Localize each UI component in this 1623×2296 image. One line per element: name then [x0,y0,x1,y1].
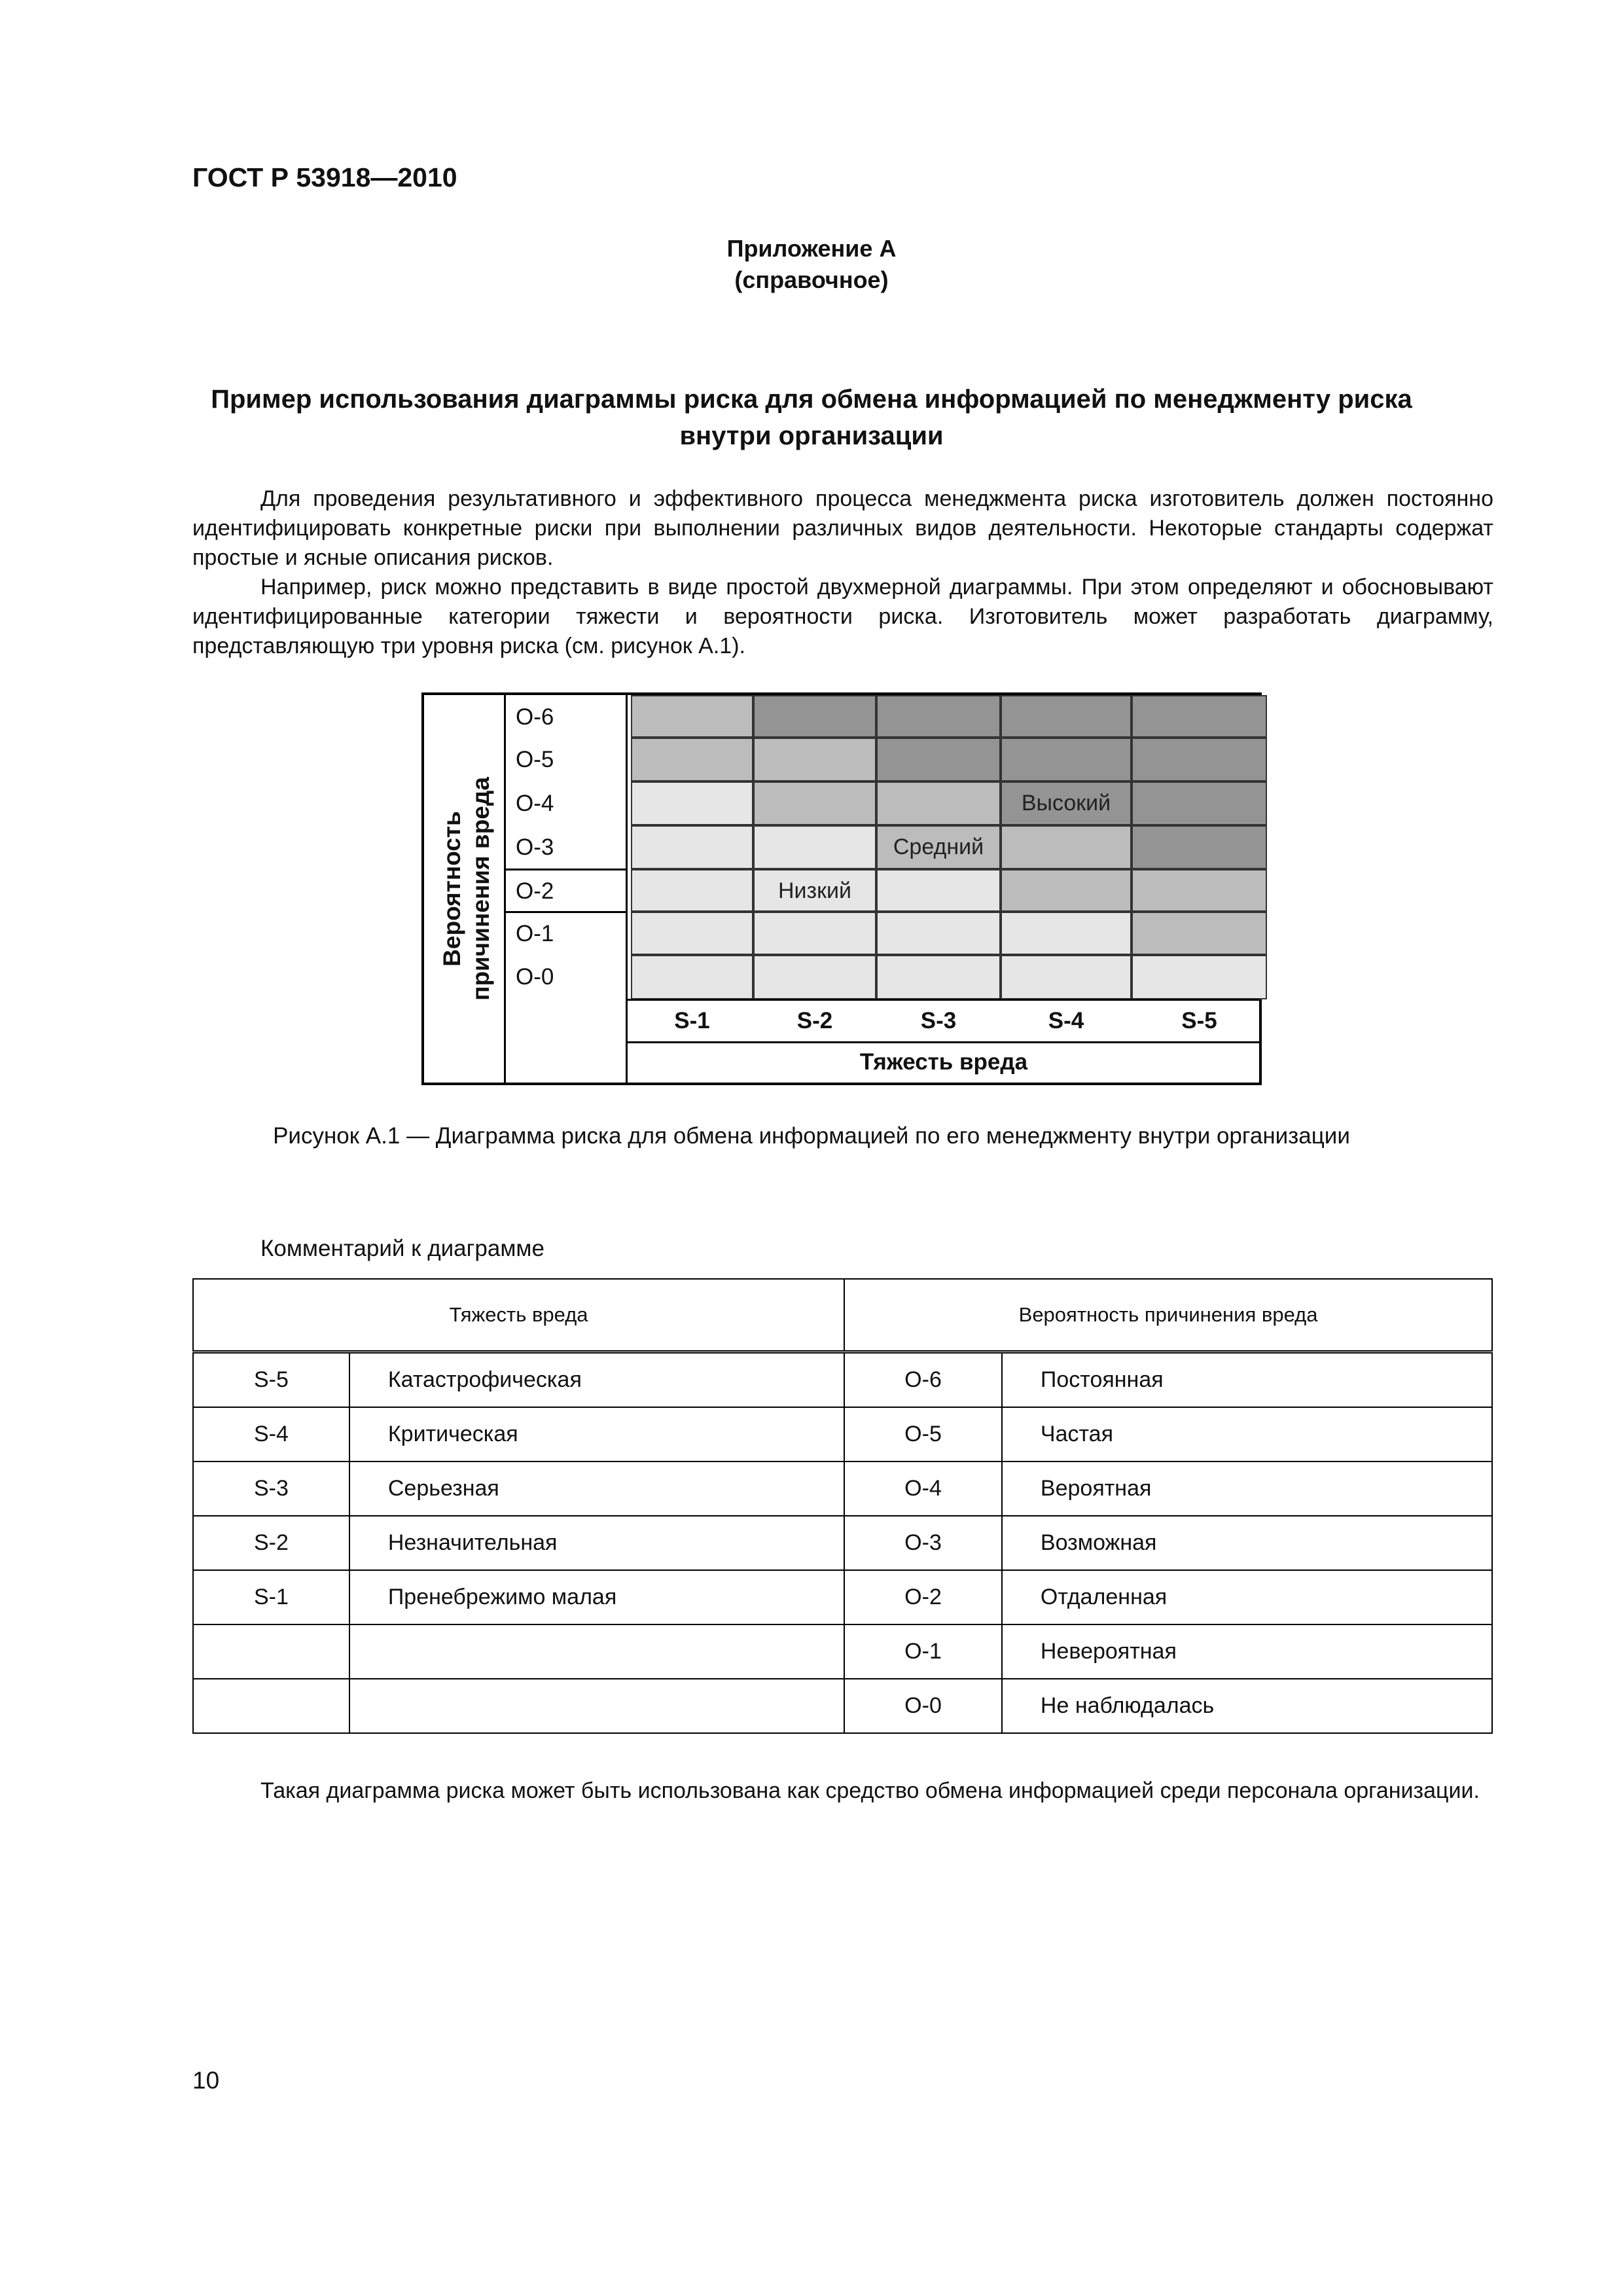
risk-cell-О-1-S-1 [631,912,753,955]
section-title [0,381,1623,454]
closing-paragraph: Такая диаграмма риска может быть использована как средство обмена информацией среди персонала организации. [260,1778,1480,1803]
row-label-О-4: О-4 [516,791,554,816]
col-label-S-4: S-4 [1048,1008,1084,1033]
risk-cell-О-4-S-2 [753,781,876,825]
severity-code [193,1679,349,1733]
col-label-S-5: S-5 [1181,1008,1217,1033]
severity-code: S-5 [193,1352,349,1408]
row-label-О-3: О-3 [516,834,554,860]
legend-row [193,1462,1492,1516]
risk-cell-О-0-S-4 [1001,955,1132,999]
risk-cell-О-5-S-4 [1001,738,1132,781]
probability-description: Невероятная [1002,1624,1492,1679]
row-label-О-6: О-6 [516,704,554,730]
risk-cell-О-5-S-1 [631,738,753,781]
probability-description: Постоянная [1002,1352,1492,1408]
severity-description: Катастрофическая [349,1352,844,1408]
col-label-S-3: S-3 [920,1008,957,1033]
risk-cell-О-6-S-3 [876,695,1001,738]
risk-cell-О-6-S-1 [631,695,753,738]
risk-cell-О-1-S-5 [1132,912,1267,955]
legend-header-severity: Тяжесть вреда [193,1279,844,1352]
risk-cell-О-3-S-2 [753,825,876,869]
severity-description [349,1624,844,1679]
risk-cell-О-4-S-3 [876,781,1001,825]
probability-description: Вероятная [1002,1462,1492,1516]
probability-code: О-6 [844,1352,1002,1408]
probability-code: О-1 [844,1624,1002,1679]
severity-description: Пренебрежимо малая [349,1570,844,1624]
annex-type: (справочное) [734,266,889,293]
legend-row [193,1352,1492,1408]
probability-code: О-3 [844,1516,1002,1570]
intro-text [192,484,1493,661]
row-label-О-2: О-2 [516,878,554,904]
risk-cell-О-5-S-2 [753,738,876,781]
risk-cell-О-6-S-5 [1132,695,1267,738]
zone-label-medium: Средний [893,834,984,859]
severity-description: Незначительная [349,1516,844,1570]
risk-cell-О-6-S-4 [1001,695,1132,738]
legend-row [193,1624,1492,1679]
risk-cell-О-2-S-5 [1132,869,1267,912]
severity-code: S-2 [193,1516,349,1570]
figure-caption: Рисунок А.1 — Диаграмма риска для обмена информацией по его менеджменту внутри организации [273,1123,1350,1149]
legend-table [192,1278,1493,1734]
risk-cell-О-5-S-5 [1132,738,1267,781]
probability-code: О-2 [844,1570,1002,1624]
probability-description: Отдаленная [1002,1570,1492,1624]
risk-cell-О-0-S-1 [631,955,753,999]
probability-code: О-0 [844,1679,1002,1733]
probability-code: О-5 [844,1407,1002,1462]
severity-description [349,1679,844,1733]
probability-description: Возможная [1002,1516,1492,1570]
legend-row [193,1570,1492,1624]
risk-cell-О-2-S-3 [876,869,1001,912]
section-title-line-2: внутри организации [679,422,944,450]
risk-cell-О-2-S-4 [1001,869,1132,912]
risk-cell-О-4-S-5 [1132,781,1267,825]
severity-code [193,1624,349,1679]
risk-cell-О-3-S-5 [1132,825,1267,869]
risk-cell-О-0-S-2 [753,955,876,999]
matrix-divider-o2-top [504,869,628,870]
matrix-divider-cols [626,999,1259,1001]
legend-header-probability: Вероятность причинения вреда [844,1279,1492,1352]
severity-description: Критическая [349,1407,844,1462]
comment-heading: Комментарий к диаграмме [260,1236,544,1261]
risk-cell-О-1-S-2 [753,912,876,955]
legend-row [193,1516,1492,1570]
document-code: ГОСТ Р 53918—2010 [192,162,457,192]
risk-cell-О-3-S-1 [631,825,753,869]
zone-label-low: Низкий [778,878,851,903]
closing-text [192,1776,1493,1806]
row-label-О-5: О-5 [516,747,554,772]
risk-cell-О-2-S-1 [631,869,753,912]
zone-label-high: Высокий [1021,791,1111,816]
probability-code: О-4 [844,1462,1002,1516]
risk-matrix-figure [421,692,1262,1085]
risk-cell-О-1-S-3 [876,912,1001,955]
annex-title: Приложение А [726,235,897,262]
matrix-divider-axis [504,695,506,1083]
severity-code: S-3 [193,1462,349,1516]
page-number: 10 [192,2067,220,2094]
y-axis-label-line-2: причинения вреда [467,777,494,1001]
risk-cell-О-4-S-1 [631,781,753,825]
matrix-divider-o2-bottom [504,911,628,913]
section-title-line-1: Пример использования диаграммы риска для обмена информацией по менеджменту риска [211,385,1412,414]
x-axis-label: Тяжесть вреда [859,1049,1028,1075]
col-label-S-1: S-1 [674,1008,710,1033]
probability-description: Не наблюдалась [1002,1679,1492,1733]
severity-description: Серьезная [349,1462,844,1516]
legend-row [193,1679,1492,1733]
risk-cell-О-0-S-3 [876,955,1001,999]
risk-cell-О-3-S-4 [1001,825,1132,869]
row-label-О-1: О-1 [516,921,554,946]
severity-code: S-4 [193,1407,349,1462]
risk-cell-О-1-S-4 [1001,912,1132,955]
col-label-S-2: S-2 [796,1008,833,1033]
legend-header-row [193,1279,1492,1352]
y-axis-label [428,695,505,1083]
matrix-divider-labels [626,695,628,1083]
paragraph-1: Для проведения результативного и эффективного процесса менеджмента риска изготовитель должен постоянно идентифицировать конкретные риски при выполнении различных видов деятельности. Некоторые стандарты содержат простые и ясные описания рисков. [192,486,1493,570]
risk-cell-О-5-S-3 [876,738,1001,781]
probability-description: Частая [1002,1407,1492,1462]
risk-cell-О-0-S-5 [1132,955,1267,999]
legend-row [193,1407,1492,1462]
y-axis-label-line-1: Вероятность [438,811,465,967]
paragraph-2: Например, риск можно представить в виде простой двухмерной диаграммы. При этом определяют и обосновывают идентифицированные категории тяжести и вероятности риска. Изготовитель может разработать диаграмму, представляющую три уровня риска (см. рисунок А.1). [192,575,1493,658]
severity-code: S-1 [193,1570,349,1624]
row-label-О-0: О-0 [516,964,554,990]
risk-cell-О-6-S-2 [753,695,876,738]
